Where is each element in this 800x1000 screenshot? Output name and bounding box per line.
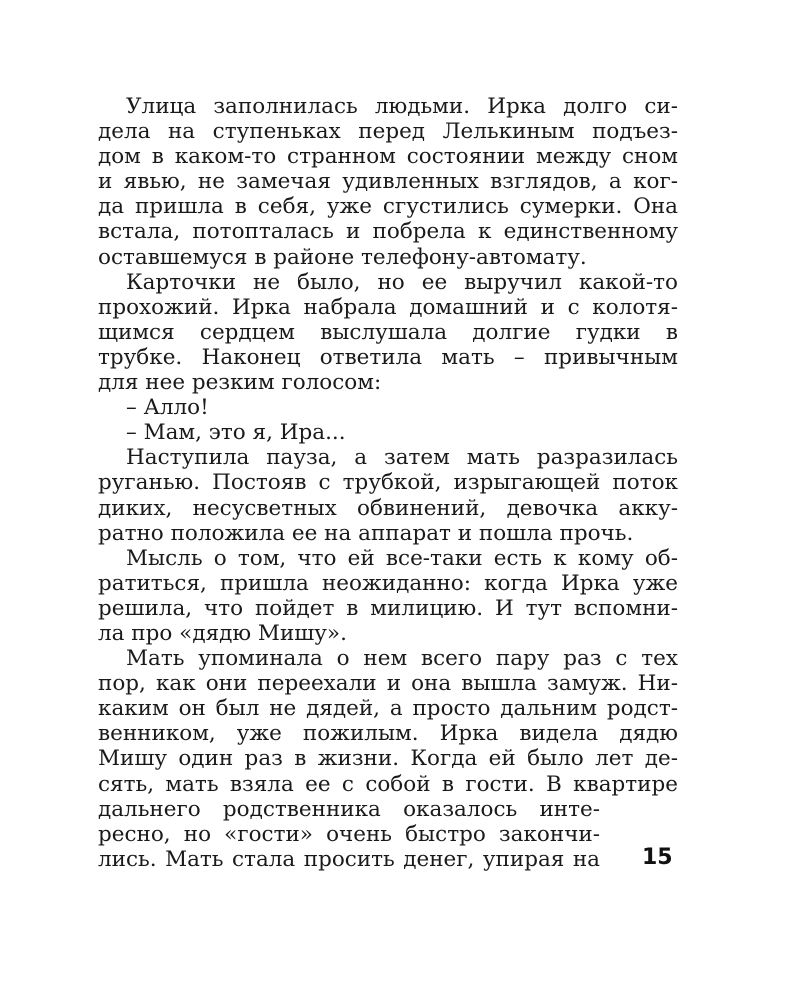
text-line: каким он был не дядей, а просто дальним родст-: [98, 696, 678, 722]
text-line: ресно, но «гости» очень быстро закончи-: [98, 821, 600, 847]
text-line: Улица заполнилась людьми. Ирка долго си-: [126, 94, 678, 119]
text-line: Наступила пауза, а затем мать разразилась: [126, 445, 678, 471]
text-line: встала, потопталась и побрела к единственному: [98, 219, 678, 245]
text-line: и явью, не замечая удивленных взглядов, а ког-: [98, 169, 678, 195]
text-line: лись. Мать стала просить денег, упирая на: [98, 846, 600, 872]
body-text: [98, 94, 678, 872]
text-line: Мать упоминала о нем всего пару раз с тех: [126, 646, 678, 672]
text-line: прохожий. Ирка набрала домашний и с колотя-: [98, 294, 678, 320]
text-line: для нее резким голосом:: [98, 370, 382, 396]
dialogue-line: – Алло!: [126, 395, 209, 421]
text-line: пор, как они переехали и она вышла замуж. Ни-: [98, 671, 678, 697]
text-line: трубке. Наконец ответила мать – привычным: [98, 344, 678, 370]
text-line: сять, мать взяла ее с собой в гости. В квартире: [98, 771, 678, 797]
text-line: ратно положила ее на аппарат и пошла прочь.: [98, 520, 634, 546]
text-line: дом в каком-то странном состоянии между сном: [98, 144, 678, 170]
page-number: 15: [642, 845, 673, 870]
text-line: решила, что пойдет в милицию. И тут вспомни-: [98, 595, 678, 621]
text-line: венником, уже пожилым. Ирка видела дядю: [98, 721, 678, 747]
text-line: оставшемуся в районе телефону-автомату.: [98, 244, 587, 270]
text-line: да пришла в себя, уже сгустились сумерки. Она: [98, 194, 678, 220]
text-line: руганью. Постояв с трубкой, изрыгающей поток: [98, 470, 678, 496]
text-line: Карточки не было, но ее выручил какой-то: [126, 269, 678, 295]
text-line: ла про «дядю Мишу».: [98, 620, 347, 646]
text-line: дальнего родственника оказалось инте-: [98, 796, 600, 822]
text-line: Мысль о том, что ей все-таки есть к кому об-: [126, 545, 678, 571]
text-line: щимся сердцем выслушала долгие гудки в: [98, 319, 678, 345]
text-line: дела на ступеньках перед Лелькиным подъез-: [98, 119, 678, 145]
dialogue-line: – Мам, это я, Ира...: [126, 420, 346, 446]
text-line: Мишу один раз в жизни. Когда ей было лет де-: [98, 746, 678, 772]
text-line: ратиться, пришла неожиданно: когда Ирка уже: [98, 570, 678, 596]
text-line: диких, несусветных обвинений, девочка акку-: [98, 495, 678, 521]
